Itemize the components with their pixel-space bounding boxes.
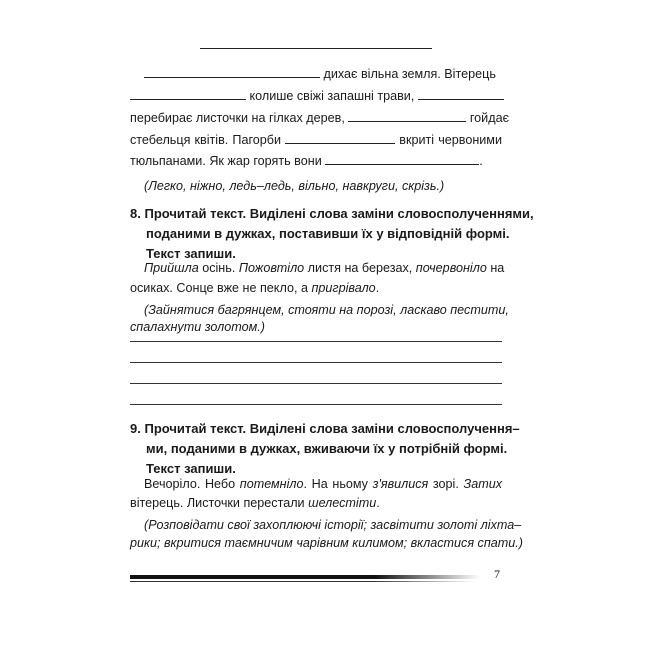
highlighted-word: почервоніло [415, 261, 487, 275]
text: колише свіжі запашні трави, [249, 89, 415, 103]
ex9-text-line-2 [130, 495, 502, 511]
blank-field[interactable] [144, 66, 320, 78]
answer-line[interactable] [130, 404, 502, 405]
text: . На ньому [303, 477, 373, 491]
text: зорі. [428, 477, 464, 491]
text: вкриті червоними [399, 133, 502, 147]
ex9-hint-line-1: (Розповідати свої захоплюючі історії; засвітити золоті ліхта– [144, 518, 522, 532]
text: Прочитай текст. Виділені слова заміни словосполучення– [144, 421, 520, 436]
highlighted-word: пригрівало [311, 281, 376, 295]
text: стебельця квітів. Пагорби [130, 133, 282, 147]
blank-field[interactable] [418, 88, 504, 100]
ex7-line-3 [130, 110, 509, 126]
text: вітерець. Листочки перестали [130, 496, 309, 510]
task-number: 9. [130, 421, 141, 436]
text: гойдає [469, 111, 509, 125]
ex8-task-line-3: Текст запиши. [146, 246, 236, 261]
ex8-text-line-1 [130, 260, 505, 276]
highlighted-word: з'явилися [372, 477, 429, 491]
ex7-line-4 [130, 132, 502, 148]
ex8-text-line-2 [130, 280, 502, 296]
text: . [479, 154, 483, 168]
ex9-task-line-1 [130, 421, 520, 437]
title-blank[interactable] [200, 48, 432, 49]
text: перебирає листочки на гілках дерев, [130, 111, 345, 125]
footer-bar [130, 575, 480, 579]
blank-field[interactable] [130, 88, 246, 100]
text: Вечоріло. Небо [144, 477, 240, 491]
text: тюльпанами. Як жар горять вони [130, 154, 322, 168]
highlighted-word: потемніло [239, 477, 304, 491]
ex8-hint-line-1: (Зайнятися багрянцем, стояти на порозі, ласкаво пестити, [144, 303, 509, 317]
ex8-task-line-2: поданими в дужках, поставивши їх у відповідній формі. [146, 226, 510, 241]
ex8-hint-line-2: спалахнути золотом.) [130, 320, 265, 334]
ex7-hint: (Легко, ніжно, ледь–ледь, вільно, навкруги, скрізь.) [144, 179, 445, 193]
answer-line[interactable] [130, 383, 502, 384]
text: листя на березах, [304, 261, 416, 275]
blank-field[interactable] [348, 110, 466, 122]
text: на [486, 261, 505, 275]
ex9-text-line-1 [130, 476, 502, 492]
highlighted-word: Затих [463, 477, 502, 491]
text: дихає вільна земля. Вітерець [323, 67, 496, 81]
ex8-task-line-1 [130, 206, 534, 222]
blank-field[interactable] [285, 132, 395, 144]
text: . [375, 281, 380, 295]
footer-bar-thin [130, 581, 475, 582]
ex9-task-line-3: Текст запиши. [146, 461, 236, 476]
ex7-line-2 [130, 88, 502, 104]
text: Прочитай текст. Виділені слова заміни словосполученнями, [144, 206, 534, 221]
highlighted-word: Пожовтіло [238, 261, 305, 275]
highlighted-word: шелестіти [308, 496, 377, 510]
ex7-line-1 [130, 66, 502, 82]
answer-line[interactable] [130, 341, 502, 342]
task-number: 8. [130, 206, 141, 221]
text: осиках. Сонце вже не пекло, а [130, 281, 312, 295]
highlighted-word: Прийшла [144, 261, 199, 275]
ex7-line-5 [130, 153, 502, 169]
text: осінь. [198, 261, 239, 275]
ex9-hint-line-2: рики; вкритися таємничим чарівним килимом; вкластися спати.) [130, 536, 523, 550]
blank-field[interactable] [325, 153, 479, 165]
ex9-task-line-2: ми, поданими в дужках, вживаючи їх у потрібній формі. [146, 441, 508, 456]
page-number: 7 [494, 567, 500, 581]
text: . [376, 496, 380, 510]
answer-line[interactable] [130, 362, 502, 363]
